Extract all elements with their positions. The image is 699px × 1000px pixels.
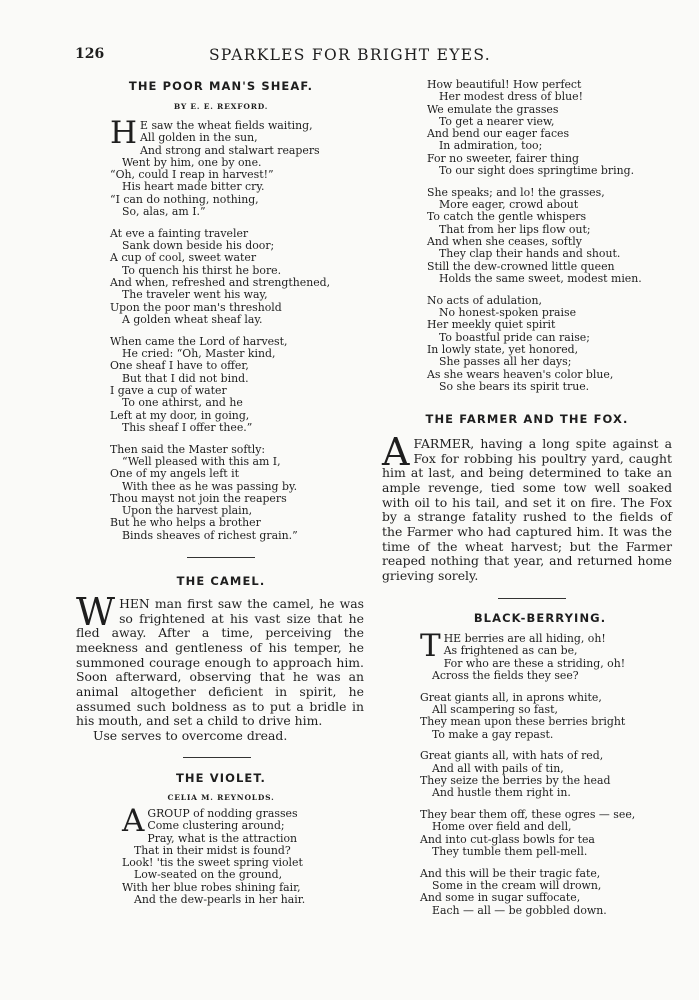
fable-body (382, 430, 672, 584)
stanza (427, 187, 642, 285)
drop-cap: W (76, 590, 116, 634)
poem-line-text: Still the dew-crowned little queen (427, 259, 615, 273)
poem-line-text: So, alas, am I.” (122, 205, 206, 219)
stanza (110, 444, 330, 542)
poem-line-text: A cup of cool, sweet water (110, 251, 257, 265)
poem-line-text: His heart made bitter cry. (122, 180, 265, 194)
poem-line-text: Upon the harvest plain, (122, 504, 253, 518)
poem-line-text: Sank down beside his door; (122, 239, 275, 253)
poem-line-text: No acts of adulation, (427, 293, 542, 307)
poem-line-text: Went by him, one by one. (122, 155, 262, 169)
drop-cap: A (122, 803, 145, 839)
poem-title: THE VIOLET. (175, 771, 267, 785)
poem-line-text: They seize the berries by the head (420, 773, 611, 787)
poem-line-text: And into cut-glass bowls for tea (420, 832, 595, 846)
poem-line-text: Thou mayst not join the reapers (110, 491, 287, 505)
poem-line-text: And when, refreshed and strengthened, (110, 276, 331, 290)
poem-line-text: “I can do nothing, nothing, (110, 192, 259, 206)
poem-line-text: Her meekly quiet spirit (427, 318, 556, 332)
poem-line-text: GROUP of nodding grasses (147, 807, 298, 820)
poem-line-text: Low-seated on the ground, (134, 868, 283, 882)
poem-line-text: One sheaf I have to offer, (110, 359, 249, 373)
poem-line-text: Her modest dress of blue! (439, 90, 583, 104)
poem-line-text: “Well pleased with this am I, (122, 454, 281, 468)
poem-line-text: To make a gay repast. (432, 727, 554, 741)
poem-line-text: More eager, crowd about (439, 198, 579, 212)
stanza (427, 295, 642, 393)
poem-title: BLACK-BERRYING. (473, 611, 607, 625)
poem-line-text: To catch the gentle whispers (427, 210, 587, 224)
poem-line-text: Left at my door, in going, (110, 408, 250, 422)
poem-line (427, 273, 642, 285)
stanza (420, 692, 635, 741)
poem-line-text: To one athirst, and he (122, 396, 243, 410)
poem-line-text: That from her lips flow out; (439, 222, 591, 236)
poem-line-text: How beautiful! How perfect (427, 78, 582, 91)
poem-line-text: So she bears its spirit true. (439, 379, 590, 393)
poem-line-text: To quench his thirst he bore. (122, 263, 282, 277)
stanza (427, 79, 642, 177)
divider (183, 757, 251, 758)
running-title: SPARKLES FOR BRIGHT EYES. (209, 46, 491, 64)
poem-line (110, 530, 330, 542)
poem-line-text: She passes all her days; (439, 355, 572, 369)
poem-line (110, 206, 330, 218)
poem-line-text: They mean upon these berries bright (420, 715, 626, 729)
poem-line-text: And bend our eager faces (427, 127, 570, 141)
poem-line-text: Holds the same sweet, modest mien. (439, 271, 642, 285)
stanza (420, 809, 635, 858)
poem-line-text: And some in sugar suffocate, (420, 891, 581, 905)
fable-body (76, 590, 364, 744)
poem-line-text: And this will be their tragic fate, (420, 866, 601, 880)
poem-line-text: They tumble them pell-mell. (432, 844, 588, 858)
poem-line-text: Great giants all, with hats of red, (420, 749, 604, 763)
poem-title: THE POOR MAN'S SHEAF. (128, 79, 314, 93)
poem-line (110, 314, 330, 326)
page-number: 126 (75, 46, 105, 62)
poem-body (122, 803, 306, 916)
stanza (122, 803, 306, 907)
poem-line-text: In lowly state, yet honored, (427, 342, 579, 356)
stanza (420, 628, 635, 682)
poem-line (110, 422, 330, 434)
poem-body (420, 628, 636, 926)
poem-line-text: She speaks; and lo! the grasses, (427, 185, 605, 199)
poem-line-text: That in their midst is found? (134, 843, 291, 857)
poem-line (427, 381, 642, 393)
poem-line-text: No honest-spoken praise (439, 306, 577, 320)
poem-line-text: All scampering so fast, (432, 702, 558, 716)
poem-line-text: When came the Lord of harvest, (110, 334, 288, 348)
poem-line-text: To boastful pride can raise; (439, 330, 590, 344)
poem-line-text: And strong and stalwart reapers (140, 143, 320, 157)
poem-line-text: HE berries are all hiding, oh! (443, 632, 606, 645)
poem-line-text: All golden in the sun, (140, 131, 258, 145)
divider (187, 557, 255, 558)
drop-cap: T (420, 628, 441, 664)
drop-cap: H (110, 115, 138, 151)
poem-byline: CELIA M. REYNOLDS. (167, 793, 275, 802)
poem-line-text: The traveler went his way, (122, 288, 268, 302)
poem-line-text: As she wears heaven's color blue, (427, 367, 614, 381)
poem-line (420, 846, 635, 858)
poem-line-text: But that I did not bind. (122, 371, 249, 385)
poem-line-text: For no sweeter, fairer thing (427, 151, 579, 165)
poem-line-text: We emulate the grasses (427, 102, 559, 116)
stanza (420, 868, 635, 917)
poem-line-text: Great giants all, in aprons white, (420, 690, 602, 704)
poem-line-text: But he who helps a brother (110, 516, 261, 530)
fable-title: THE CAMEL. (176, 574, 266, 588)
poem-line-text: They bear them off, these ogres — see, (420, 808, 636, 822)
stanza (110, 115, 330, 219)
poem-line-text: Look! 'tis the sweet spring violet (122, 856, 303, 870)
poem-line-text: As frightened as can be, (443, 644, 578, 658)
poem-line (122, 894, 305, 906)
poem-line-text: Pray, what is the attraction (147, 831, 298, 845)
poem-line-text: In admiration, too; (439, 139, 543, 153)
poem-line-text: And when she ceases, softly (427, 235, 582, 249)
poem-body-continued (427, 79, 642, 403)
poem-line-text: Upon the poor man's threshold (110, 300, 282, 314)
poem-line-text: A golden wheat sheaf lay. (122, 312, 263, 326)
poem-line-text: To our sight does springtime bring. (439, 164, 635, 178)
poem-line-text: For who are these a striding, oh! (443, 656, 626, 670)
stanza (110, 336, 330, 434)
fable-text: HEN man first saw the camel, he was so frightened at his vast size that he fled away. After a time, perceiving the meekness and gentleness of his temper, he summoned courage enough to approach him. Soon afterward, observing that he was an animal altogether deficient in spirit, he assumed such boldness as to put a bridle in his mouth, and set a child to drive him. (76, 596, 364, 729)
poem-line-text: Binds sheaves of richest grain.” (122, 528, 298, 542)
poem-line-text: Across the fields they see? (432, 668, 579, 682)
poem-line-text: “Oh, could I reap in harvest!” (110, 168, 274, 182)
poem-body (110, 115, 331, 552)
poem-line (427, 165, 642, 177)
poem-line (420, 905, 635, 917)
poem-byline: BY E. E. REXFORD. (173, 102, 269, 111)
poem-line-text: They clap their hands and shout. (439, 247, 621, 261)
poem-line-text: With thee as he was passing by. (122, 479, 298, 493)
stanza (420, 750, 635, 799)
fable-text: FARMER, having a long spite against a Fox for robbing his poultry yard, caught him at last, and being determined to take an ample revenge, tied some tow well soaked with oil to his tail, and set it on fire. The Fox by a strange fatality rushed to the fields of the Farmer who had captured him. It was the time of the wheat harvest; but the Farmer reaped nothing that year, and returned home grieving sorely. (382, 436, 672, 583)
poem-line-text: This sheaf I offer thee.” (122, 420, 253, 434)
poem-line-text: To get a nearer view, (439, 114, 555, 128)
poem-line-text: And all with pails of tin, (432, 761, 564, 775)
poem-line-text: Come clustering around; (147, 819, 285, 833)
stanza (110, 228, 330, 326)
poem-line-text: At eve a fainting traveler (110, 226, 249, 240)
poem-line-text: E saw the wheat fields waiting, (140, 119, 313, 132)
drop-cap: A (382, 430, 410, 474)
poem-line-text: With her blue robes shining fair, (122, 880, 301, 894)
divider (498, 598, 566, 599)
poem-line-text: Home over field and dell, (432, 820, 572, 834)
poem-line-text: Some in the cream will drown, (432, 879, 602, 893)
poem-line-text: He cried: “Oh, Master kind, (122, 347, 276, 361)
poem-line-text: And the dew-pearls in her hair. (134, 893, 306, 907)
fable-title: THE FARMER AND THE FOX. (425, 412, 629, 426)
poem-line-text: Each — all — be gobbled down. (432, 903, 607, 917)
poem-line-text: I gave a cup of water (110, 383, 227, 397)
poem-line (420, 787, 635, 799)
fable-moral: Use serves to overcome dread. (93, 727, 288, 743)
poem-line-text: And hustle them right in. (432, 786, 571, 800)
poem-line (420, 729, 635, 741)
poem-line-text: One of my angels left it (110, 467, 239, 481)
poem-line-text: Then said the Master softly: (110, 442, 266, 456)
poem-line (420, 670, 635, 682)
